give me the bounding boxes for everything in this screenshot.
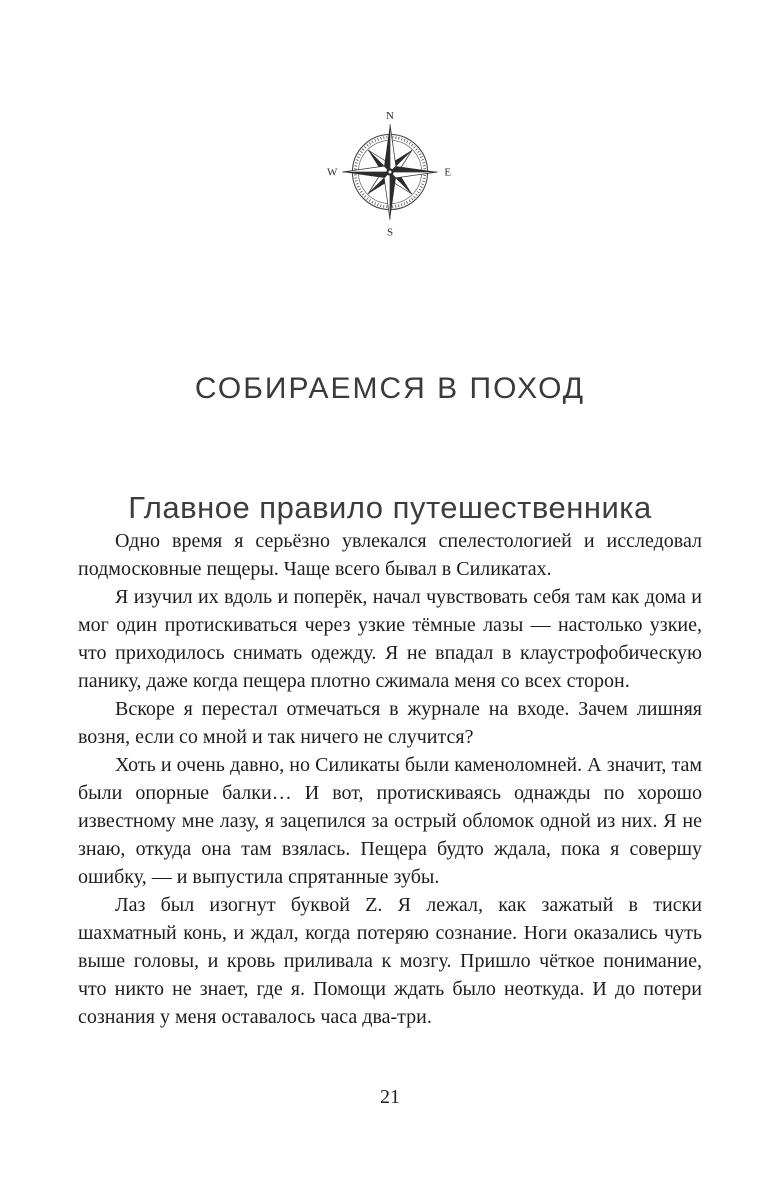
paragraph: Я изучил их вдоль и поперёк, начал чувствовать себя там как дома и мог один протискиваться через узкие тёмные лазы — настолько узкие, что приходилось снимать одежду. Я не впадал в клаустрофобическую панику, даже когда пещера плотно сжимала меня со всех сторон. [78,586,702,692]
paragraph: Хоть и очень давно, но Силикаты были каменоломней. А значит, там были опорные балки… И вот, протискиваясь однажды по хорошо известному мне лазу, я зацепился за острый обломок одной из них. Я не знаю, откуда она там взялась. Пещера будто ждала, пока я совершу ошибку, — и выпустила спрятанные зубы. [78,754,702,888]
compass-ornament [0,106,780,238]
compass-west-label: W [327,166,338,179]
page-number: 21 [380,1086,400,1108]
compass-hub-dot [389,171,392,174]
section-heading: Главное правило путешественника [128,489,652,525]
compass-north-label: N [386,109,394,122]
paragraph: Лаз был изогнут буквой Z. Я лежал, как зажатый в тиски шахматный конь, и ждал, когда потеряю сознание. Ноги оказались чуть выше головы, и кровь приливала к мозгу. Пришло чёткое понимание, что никто не знает, где я. Помощи ждать было неоткуда. И до потери сознания у меня оставалось часа два-три. [78,894,702,1028]
compass-rose-icon [324,106,456,238]
paragraph: Одно время я серьёзно увлекался спелестологией и исследовал подмосковные пещеры. Чаще всего бывал в Силикатах. [78,530,702,580]
body-text [78,527,702,1031]
chapter-title: СОБИРАЕМСЯ В ПОХОД [194,372,586,406]
paragraph: Вскоре я перестал отмечаться в журнале на входе. Зачем лишняя возня, если со мной и так ничего не случится? [78,698,702,748]
compass-south-label: S [386,226,394,238]
compass-east-label: E [444,166,452,179]
